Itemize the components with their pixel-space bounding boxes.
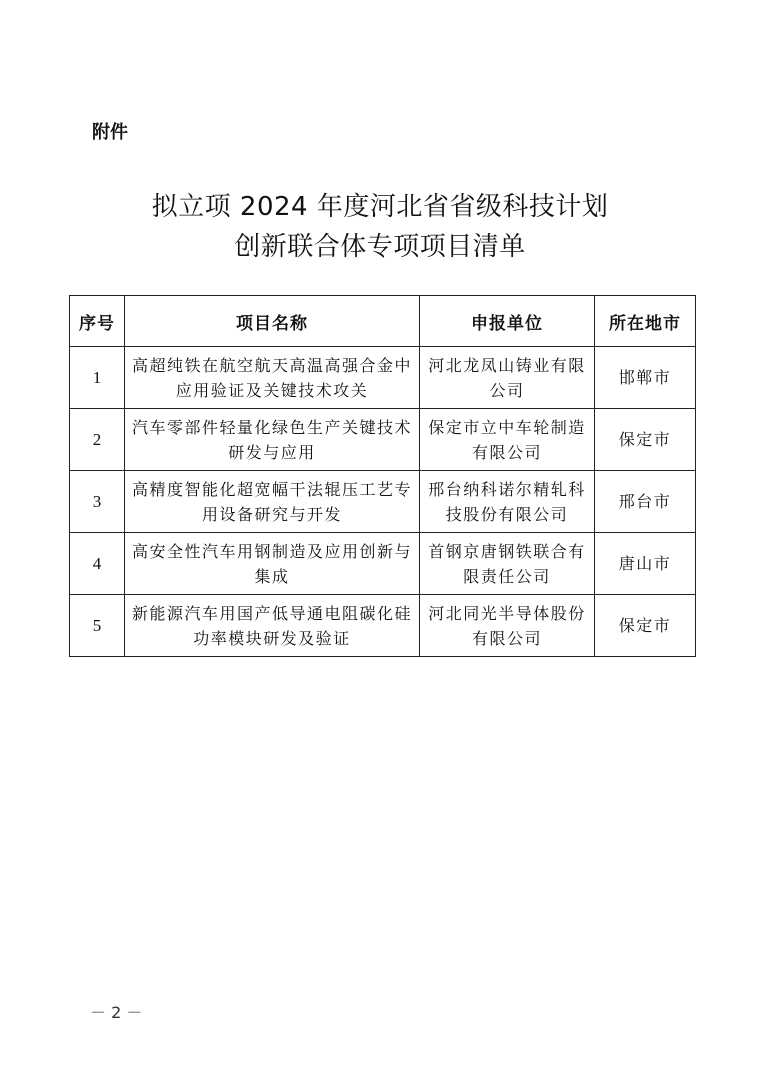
row-serial: 1 <box>70 347 125 409</box>
row-project-name: 新能源汽车用国产低导通电阻碳化硅功率模块研发及验证 <box>125 595 420 657</box>
header-city: 所在地市 <box>595 296 696 347</box>
row-serial: 2 <box>70 409 125 471</box>
table-row <box>70 595 696 657</box>
page-number: － 2 － <box>90 1003 143 1022</box>
table-row <box>70 409 696 471</box>
row-applicant-unit: 邢台纳科诺尔精轧科技股份有限公司 <box>420 471 595 533</box>
row-serial: 4 <box>70 533 125 595</box>
document-title-line2: 创新联合体专项项目清单 <box>234 232 526 262</box>
row-applicant-unit: 河北同光半导体股份有限公司 <box>420 595 595 657</box>
table-header-row <box>70 296 696 347</box>
row-project-name: 汽车零部件轻量化绿色生产关键技术研发与应用 <box>125 409 420 471</box>
row-city: 邯郸市 <box>595 347 696 409</box>
row-project-name: 高安全性汽车用钢制造及应用创新与集成 <box>125 533 420 595</box>
row-city: 邢台市 <box>595 471 696 533</box>
project-list-table <box>69 295 696 657</box>
row-city: 保定市 <box>595 409 696 471</box>
header-applicant-unit: 申报单位 <box>420 296 595 347</box>
row-applicant-unit: 首钢京唐钢铁联合有限责任公司 <box>420 533 595 595</box>
row-applicant-unit: 保定市立中车轮制造有限公司 <box>420 409 595 471</box>
row-project-name: 高精度智能化超宽幅干法辊压工艺专用设备研究与开发 <box>125 471 420 533</box>
row-project-name: 高超纯铁在航空航天高温高强合金中应用验证及关键技术攻关 <box>125 347 420 409</box>
row-applicant-unit: 河北龙凤山铸业有限公司 <box>420 347 595 409</box>
row-city: 唐山市 <box>595 533 696 595</box>
header-serial: 序号 <box>70 296 125 347</box>
header-project-name: 项目名称 <box>125 296 420 347</box>
table-row <box>70 347 696 409</box>
row-serial: 3 <box>70 471 125 533</box>
table-row <box>70 533 696 595</box>
document-title-line1: 拟立项 2024 年度河北省省级科技计划 <box>151 192 609 222</box>
row-city: 保定市 <box>595 595 696 657</box>
row-serial: 5 <box>70 595 125 657</box>
attachment-label: 附件 <box>92 122 128 143</box>
table-row <box>70 471 696 533</box>
